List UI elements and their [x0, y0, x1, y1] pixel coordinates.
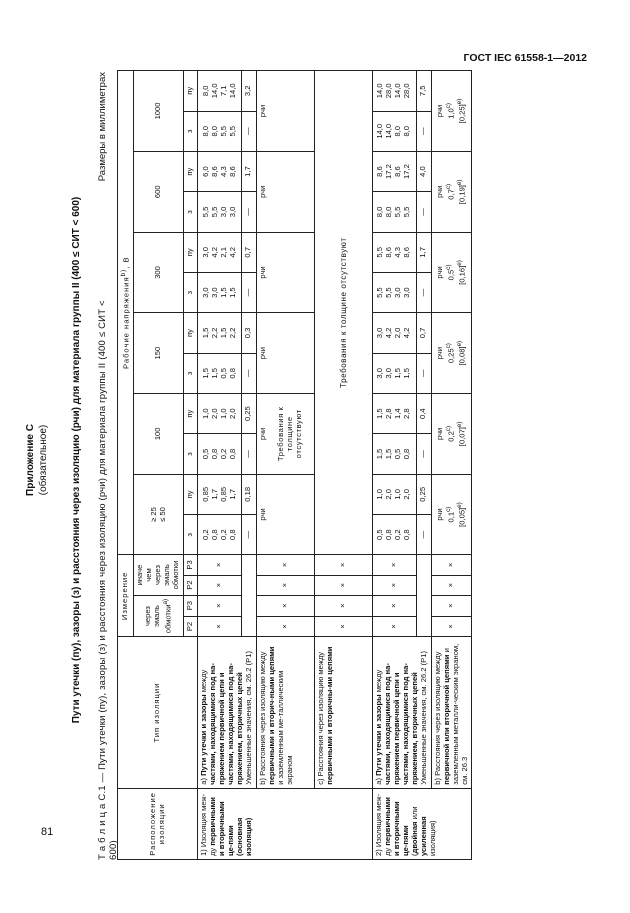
pu-header: пу — [184, 151, 198, 191]
value-cell: — — [241, 192, 256, 232]
mark-p3-other: × — [256, 555, 314, 575]
value-cell: 14,0 14,0 8,0 8,0 — [372, 111, 416, 151]
value-cell: 0,85 1,7 0,85 1,7 — [198, 474, 242, 514]
value-cell: рчи 0,5$^{c)}$ $[0,16]^{e)}$ — [431, 232, 472, 313]
value-cell: 3,0 4,2 2,1 4,2 — [198, 232, 242, 272]
pu-header: пу — [184, 71, 198, 112]
mark-p3-other: × — [314, 555, 372, 575]
value-cell: 0,4 — [416, 393, 431, 433]
value-cell: — — [241, 353, 256, 393]
value-cell: рчи Требования к толщине отсутствуют — [256, 393, 314, 474]
value-cell: рчи — [256, 474, 314, 555]
value-cell: 8,6 17,2 8,6 17,2 — [372, 151, 416, 191]
pu-header: пу — [184, 232, 198, 272]
location-cell-2: 2) Изоляция меж-ду первичными и вторичными це-пями (двойная или усиленная изоляция) — [372, 788, 472, 859]
value-cell: 5,5 8,6 4,3 8,6 — [372, 232, 416, 272]
col-header-location: Расположение изоляции — [118, 788, 198, 859]
mark-p2-other: × — [314, 575, 372, 595]
value-cell: — — [416, 111, 431, 151]
value-cell: 1,0 2,0 1,0 2,0 — [372, 474, 416, 514]
mark-p3-enamel: × — [198, 595, 242, 616]
value-cell: 1,5 1,5 0,5 0,8 — [198, 353, 242, 393]
mark-p2-other: × — [256, 575, 314, 595]
value-cell: рчи 0,2$^{c)}$ $[0,07]^{e)}$ — [431, 393, 472, 474]
value-cell: 0,7 — [416, 313, 431, 353]
value-cell: 6,0 8,6 4,3 8,6 — [198, 151, 242, 191]
z-header: з — [184, 111, 198, 151]
type-cell-1a: a) Пути утечки и зазоры между частями, находящимися под на-пряжением первичной цепи и частями, находящимися под на-пряжением, вторичных цепей Уменьшенные значения, см. 26.2 (P1) — [198, 637, 257, 788]
col-header-type: Тип изоляции — [118, 637, 198, 788]
voltage-600: 600 — [134, 151, 184, 232]
type-cell-2b: b) Расстояния через изоляцию между первичной или вторичной цепями и заземленным металли-ческим экраном, см. 26.3 — [431, 637, 472, 788]
col-header-other: иначе чем через эмаль обмотки — [134, 555, 184, 595]
table-caption: Т а б л и ц а С.1 — Пути утечки (пу), зазоры (з) и расстояния через изоляцию (рчи) для материала группы II (400 ≤ СИТ < 600) — [97, 300, 119, 860]
col-header-measurement: Измерение — [118, 555, 134, 637]
col-header-through-enamel: через эмаль обмотки$^{a)}$ — [134, 595, 184, 637]
value-cell: — — [416, 353, 431, 393]
type-cell-2a: a) Пути утечки и зазоры между частями, находящимися под на-пряжением первичной цепи и частями, находящимися под на-пряжением, вторичных цепей Уменьшенные значения, см. 26.2 (P1) — [372, 637, 431, 788]
mark-p2-enamel: × — [431, 616, 472, 637]
value-cell: — — [241, 111, 256, 151]
value-cell: 0,5 0,8 0,2 0,8 — [198, 434, 242, 474]
mark-p2-enamel: × — [314, 616, 372, 637]
no-thickness-note: Требования к толщине отсутствуют — [275, 406, 303, 462]
value-cell: рчи 0,1$^{c)}$ $[0,05]^{e)}$ — [431, 474, 472, 555]
pu-header: пу — [184, 474, 198, 514]
value-cell: 8,0 14,0 7,1 14,0 — [198, 71, 242, 112]
z-header: з — [184, 353, 198, 393]
p3-enamel: P3 — [184, 595, 198, 616]
mark-p2-enamel: × — [372, 616, 416, 637]
table-row — [372, 71, 416, 860]
value-cell: рчи 1,0$^{c)}$ $[0,25]^{e)}$ — [431, 71, 472, 152]
z-header: з — [184, 272, 198, 312]
value-cell: — — [416, 515, 431, 555]
value-cell: 8,0 8,0 5,5 5,5 — [198, 111, 242, 151]
value-cell: — — [416, 272, 431, 312]
value-cell: 14,0 28,0 14,0 28,0 — [372, 71, 416, 112]
voltage-300: 300 — [134, 232, 184, 313]
mark-p3-other: × — [431, 555, 472, 575]
mark-p3-other: × — [198, 555, 242, 575]
table-row — [431, 71, 472, 860]
value-cell: — — [416, 192, 431, 232]
running-header: ГОСТ IEC 61558-1—2012 — [463, 52, 587, 64]
value-cell: — — [241, 434, 256, 474]
voltage-50: ≥ 25 ≤ 50 — [134, 474, 184, 555]
value-cell: 3,0 3,0 1,5 1,5 — [198, 272, 242, 312]
location-cell-1: 1) Изоляция меж-ду первичными и вторичными це-пями (основная изоляция) — [198, 788, 373, 859]
pu-header: пу — [184, 313, 198, 353]
value-cell: 0,18 — [241, 474, 256, 514]
value-cell: — — [241, 272, 256, 312]
value-cell: 0,2 0,8 0,2 0,8 — [198, 515, 242, 555]
value-cell: рчи 0,7$^{c)}$ $[0,19]^{e)}$ — [431, 151, 472, 232]
value-cell: рчи — [256, 151, 314, 232]
value-cell: 0,5 0,8 0,2 0,8 — [372, 515, 416, 555]
units-note: Размеры в миллиметрах — [97, 72, 108, 182]
type-cell-1c: c) Расстояния через изоляцию между первичными и вторичны-ми цепями — [314, 637, 372, 788]
value-cell: — — [416, 434, 431, 474]
mark-p3-enamel: × — [256, 595, 314, 616]
value-cell: рчи — [256, 232, 314, 313]
z-header: з — [184, 434, 198, 474]
value-cell: рчи — [256, 313, 314, 394]
table-row — [314, 71, 372, 860]
col-header-voltage: Рабочие напряжения$^{b)}$, В — [118, 71, 134, 555]
table-row — [198, 71, 242, 860]
value-cell: рчи 0,25$^{c)}$ $[0,08]^{e)}$ — [431, 313, 472, 394]
value-cell: 5,5 5,5 3,0 3,0 — [198, 192, 242, 232]
value-cell: 7,5 — [416, 71, 431, 112]
no-thickness-note: Требования к толщине отсутствуют — [314, 71, 372, 555]
mark-p3-enamel: × — [314, 595, 372, 616]
value-cell: 1,7 — [241, 151, 256, 191]
mark-p2-other: × — [431, 575, 472, 595]
value-cell: 0,3 — [241, 313, 256, 353]
value-cell: 8,0 8,0 5,5 5,5 — [372, 192, 416, 232]
value-cell: 0,7 — [241, 232, 256, 272]
mark-p2-enamel: × — [256, 616, 314, 637]
mark-p2-enamel: × — [198, 616, 242, 637]
clearance-table — [117, 70, 472, 860]
appendix-title: Приложение С — [25, 424, 36, 496]
mark-p3-other: × — [372, 555, 416, 575]
pu-header: пу — [184, 393, 198, 433]
value-cell: 3,0 4,2 2,0 4,2 — [372, 313, 416, 353]
value-cell: 1,7 — [416, 232, 431, 272]
mark-p3-enamel: × — [431, 595, 472, 616]
z-header: з — [184, 192, 198, 232]
table-row — [256, 71, 314, 860]
voltage-100: 100 — [134, 393, 184, 474]
value-cell: 1,5 1,5 0,5 0,8 — [372, 434, 416, 474]
voltage-150: 150 — [134, 313, 184, 394]
value-cell: 5,5 5,5 3,0 3,0 — [372, 272, 416, 312]
value-cell: 3,2 — [241, 71, 256, 112]
p2-enamel: P2 — [184, 616, 198, 637]
value-cell: 1,5 2,8 1,4 2,8 — [372, 393, 416, 433]
mark-p2-other: × — [372, 575, 416, 595]
voltage-1000: 1000 — [134, 71, 184, 152]
value-cell: 3,0 3,0 1,5 1,5 — [372, 353, 416, 393]
p3-other: P3 — [184, 555, 198, 575]
type-cell-1b: b) Расстояния через изоляцию между первичными и вторич-ными цепями и заземленным ме-таллическим экраном — [256, 637, 314, 788]
rotated-page-content — [21, 60, 581, 860]
value-cell: — — [241, 515, 256, 555]
value-cell: 1,0 2,0 1,0 2,0 — [198, 393, 242, 433]
mark-p2-other: × — [198, 575, 242, 595]
value-cell: 4,0 — [416, 151, 431, 191]
page-number: 81 — [41, 826, 54, 838]
value-cell: 0,25 — [241, 393, 256, 433]
z-header: з — [184, 515, 198, 555]
section-title: Пути утечки (пу), зазоры (з) и расстояния через изоляцию (рчи) для материала группы II (400 ≤ СИТ < 600) — [71, 196, 82, 724]
value-cell: 1,5 2,2 1,5 2,2 — [198, 313, 242, 353]
appendix-status: (обязательное) — [38, 424, 49, 496]
value-cell: рчи — [256, 71, 314, 152]
mark-p3-enamel: × — [372, 595, 416, 616]
p2-other: P2 — [184, 575, 198, 595]
value-cell: 0,25 — [416, 474, 431, 514]
